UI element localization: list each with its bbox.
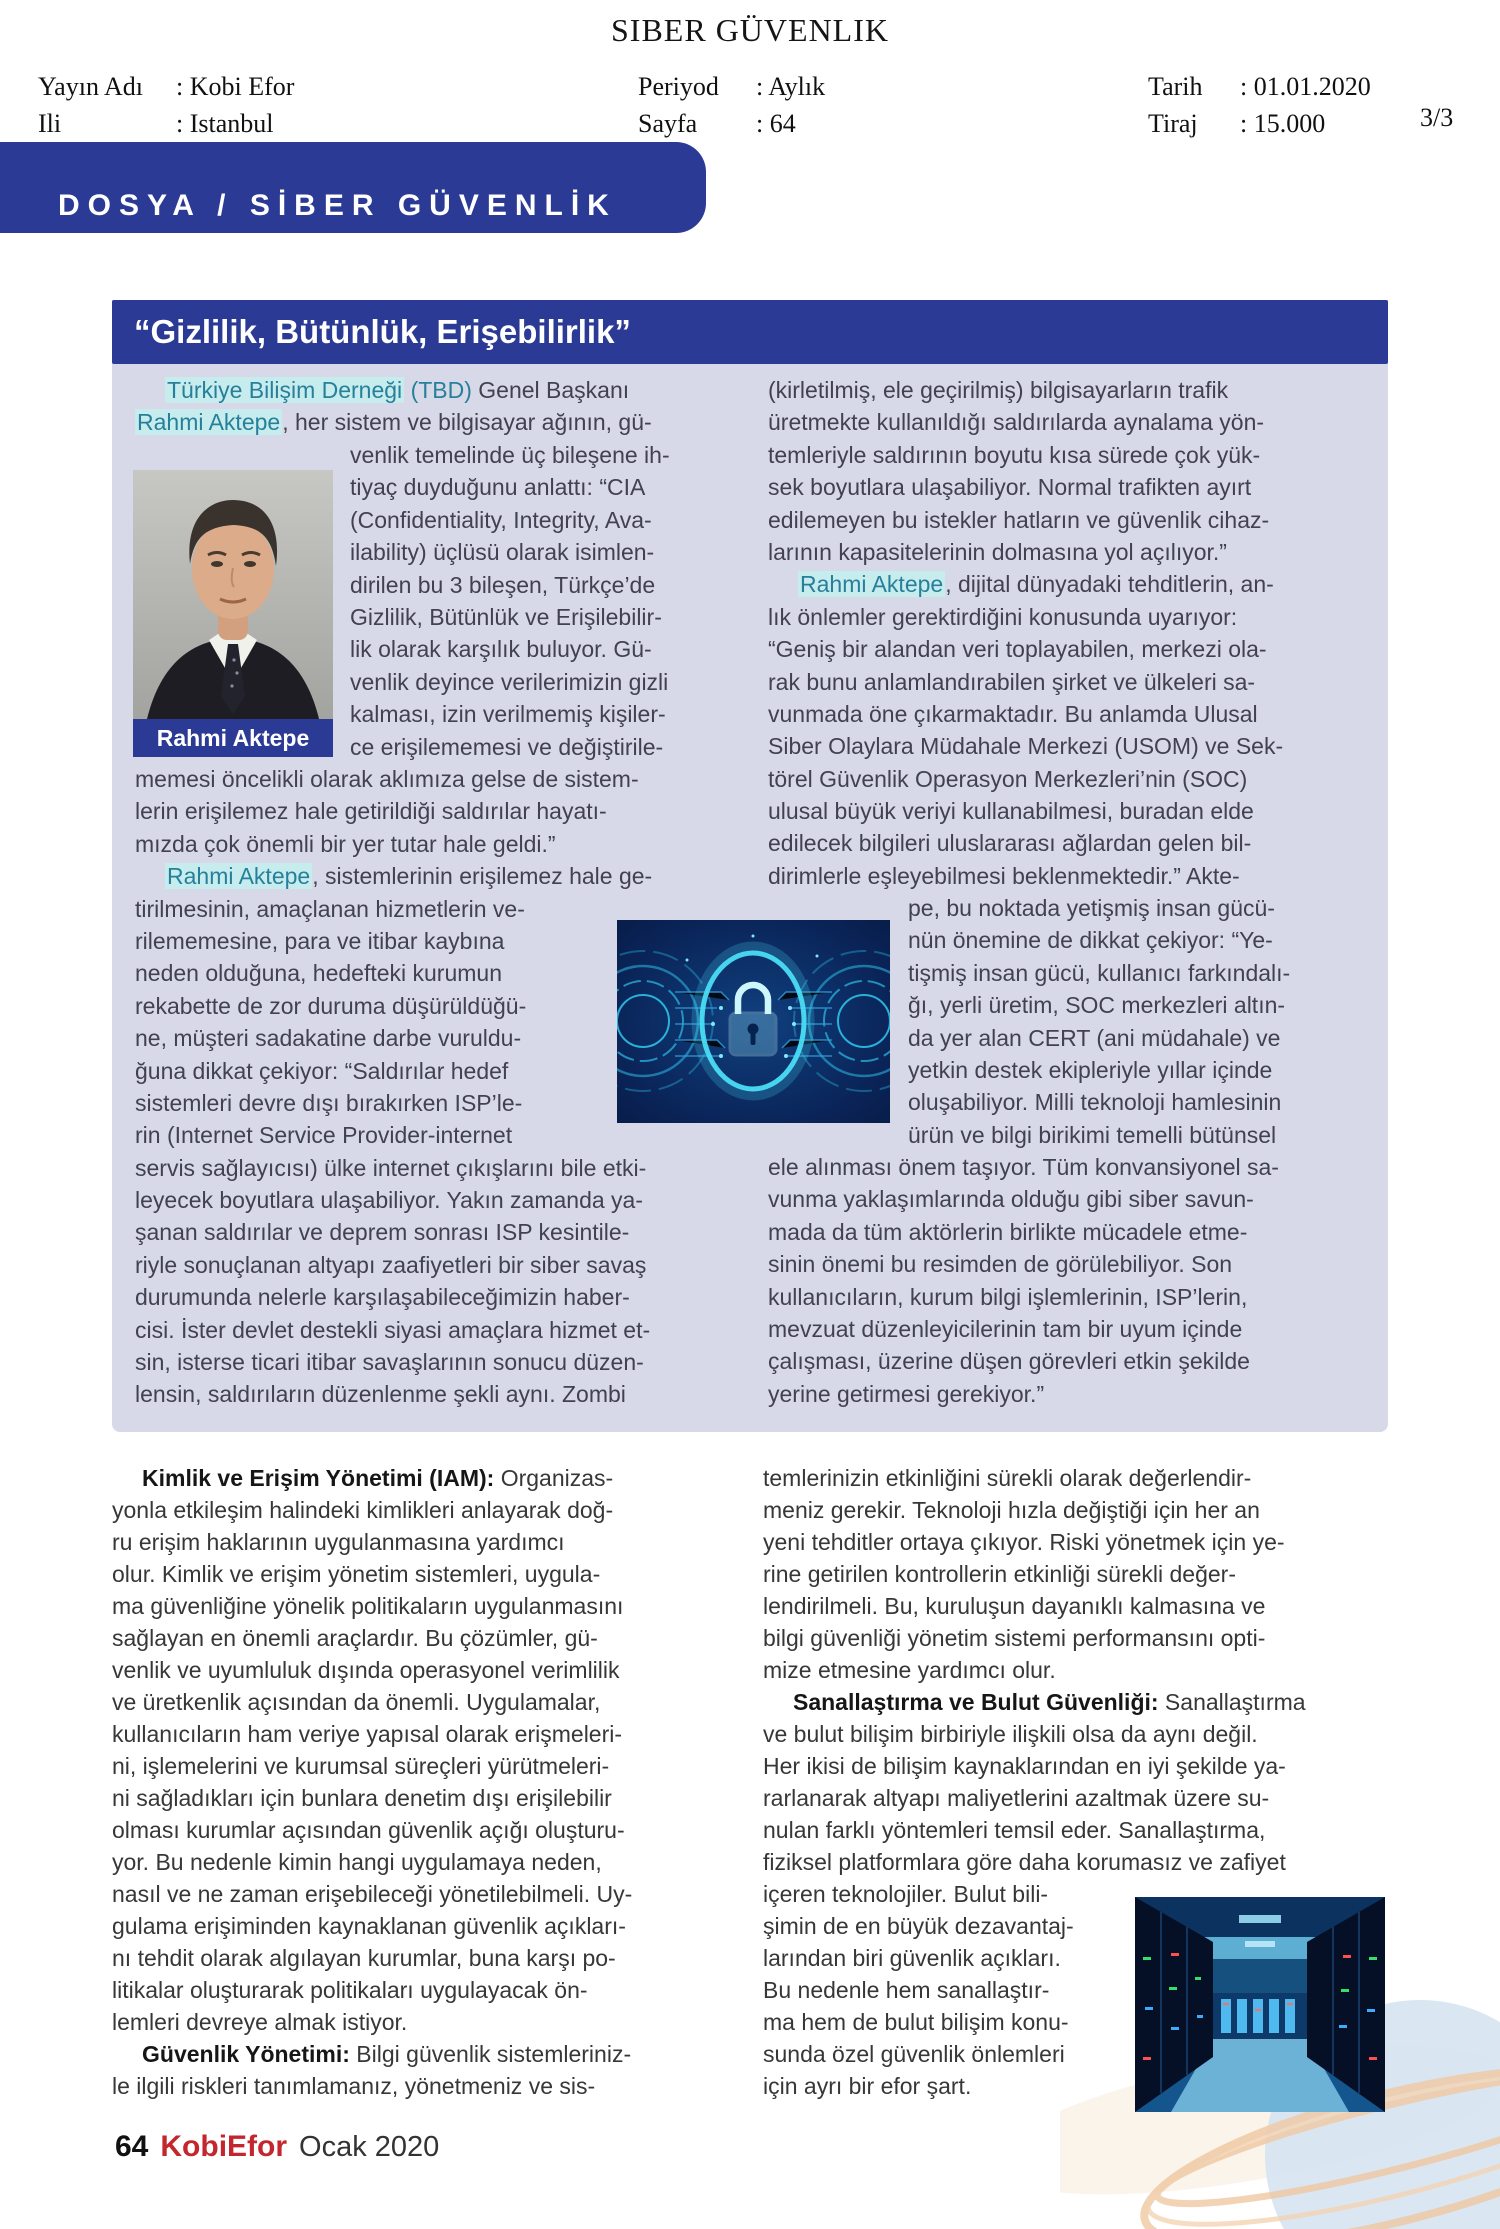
article-left-col-top — [135, 374, 652, 439]
text-line: mada da tüm aktörlerin birlikte mücadele etme- — [768, 1218, 1248, 1245]
text-line: “Geniş bir alandan veri toplayabilen, merkezi ola- — [768, 636, 1267, 663]
portrait-photo — [133, 470, 333, 757]
text-line: Kimlik ve Erişim Yönetimi (IAM): Organizas- — [142, 1465, 614, 1491]
text-line: şimin de en büyük dezavantaj- — [763, 1913, 1074, 1939]
article-right-col-top — [768, 374, 1283, 892]
text-line: Türkiye Bilişim Derneği (TBD) Genel Başkanı — [167, 377, 630, 403]
text-line: le ilgili riskleri tanımlamanız, yönetmeniz ve sis- — [112, 2073, 596, 2099]
text-line: Rahmi Aktepe, dijital dünyadaki tehditlerin, an- — [800, 571, 1274, 598]
text-line: durumunda nelerle karşılaşabileceğimizin haber- — [135, 1284, 630, 1311]
text-line: sağlayan en önemli araçlardır. Bu çözümler, gü- — [112, 1625, 598, 1651]
text-line: nün önemine de dikkat çekiyor: “Ye- — [908, 927, 1273, 954]
text-line: mevzuat düzenleyicilerinin tam bir uyum içinde — [768, 1315, 1243, 1342]
section-banner-label: DOSYA / SİBER GÜVENLİK — [58, 189, 617, 222]
text-line: sek boyutlara ulaşabiliyor. Normal trafikten ayırt — [768, 474, 1252, 501]
text-line: oluşabiliyor. Milli teknoloji hamlesinin — [908, 1089, 1282, 1116]
text-line: yetkin destek ekipleriyle yıllar içinde — [908, 1056, 1273, 1083]
text-line: rarlanarak altyapı maliyetlerini azaltmak üzere su- — [763, 1785, 1270, 1811]
text-line: kullanıcıların ham veriye yapısal olarak erişmeleri- — [112, 1721, 623, 1747]
text-line: vunmada öne çıkarmaktadır. Bu anlamda Ulusal — [768, 700, 1258, 727]
text-line: yonla etkileşim halindeki kimlikleri anlayarak doğ- — [112, 1497, 614, 1523]
text-line: ma hem de bulut bilişim konu- — [763, 2009, 1069, 2035]
text-line: memesi öncelikli olarak aklımıza gelse de sistem- — [135, 766, 639, 792]
meta-date: Tarih : 01.01.2020 — [1148, 72, 1371, 101]
text-line: Gizlilik, Bütünlük ve Erişilebilir- — [350, 603, 662, 630]
text-line: tirilmesinin, amaçlanan hizmetlerin ve- — [135, 895, 525, 922]
article-left-col-bottom — [135, 763, 652, 1411]
text-line: ürün ve bilgi birikimi temelli bütünsel — [908, 1121, 1277, 1148]
photo-caption: Rahmi Aktepe — [133, 719, 333, 757]
article-left-col-beside-photo — [350, 439, 670, 763]
text-line: ulusal büyük veriyi kullanabilmesi, buradan elde — [768, 798, 1254, 825]
text-line: tiyaç duyduğunu anlattı: “CIA — [350, 474, 646, 501]
portrait-illustration — [133, 470, 333, 719]
text-line: ma güvenliğine yönelik politikaların uygulanmasını — [112, 1593, 624, 1619]
text-line: mızda çok önemli bir yer tutar hale geldi.” — [135, 830, 556, 857]
text-line: olması kurumlar açısından güvenlik açığı oluşturu- — [112, 1817, 625, 1843]
text-line: ğı, yerli üretim, SOC merkezleri altın- — [908, 992, 1286, 1019]
text-line: ru erişim haklarının uygulanmasına yardımcı — [112, 1529, 565, 1555]
text-line: rekabette de zor duruma düşürüldüğü- — [135, 992, 527, 1019]
text-line: vunma yaklaşımlarında olduğu gibi siber savun- — [768, 1186, 1254, 1213]
text-line: içeren teknolojiler. Bulut bili- — [763, 1881, 1049, 1907]
meta-publication: Yayın Adı : Kobi Efor — [38, 72, 295, 101]
text-line: larından biri güvenlik açıkları. — [763, 1945, 1061, 1971]
text-line: ele alınması önem taşıyor. Tüm konvansiyonel sa- — [768, 1154, 1279, 1180]
text-line: lerin erişilemez hale getirildiği saldırılar hayatı- — [135, 798, 607, 825]
text-line: ve bulut bilişim birbiriyle ilişkili olsa da aynı değil. — [763, 1721, 1258, 1747]
text-line: temleriyle saldırının boyutu kısa sürede çok yük- — [768, 441, 1261, 468]
text-line: sin, isterse ticari itibar savaşlarının sonucu düzen- — [135, 1349, 644, 1376]
text-line: Rahmi Aktepe, her sistem ve bilgisayar ağının, gü- — [137, 409, 652, 436]
text-line: pe, bu noktada yetişmiş insan gücü- — [908, 895, 1275, 921]
text-line: ne, müşteri sadakatine darbe vuruldu- — [135, 1025, 522, 1052]
text-line: ni, işlemelerini ve kurumsal süreçleri yürütmeleri- — [112, 1753, 610, 1779]
text-line: dirimlerle eşleyebilmesi beklenmektedir.” Akte- — [768, 862, 1240, 889]
text-line: çalışması, üzerine düşen görevleri etkin şekilde — [768, 1348, 1250, 1375]
text-line: yerine getirmesi gerekiyor.” — [768, 1380, 1045, 1407]
text-line: ni sağladıkları için bunlara denetim dışı erişilebilir — [112, 1785, 612, 1811]
text-line: sistemleri devre dışı bırakırken ISP’le- — [135, 1089, 523, 1116]
text-line: yor. Bu nedenle kimin hangi uygulamaya neden, — [112, 1849, 602, 1875]
text-line: gulama erişiminden kaynaklanan güvenlik açıkları- — [112, 1913, 626, 1939]
text-line: mize etmesine yardımcı olur. — [763, 1657, 1056, 1683]
text-line: ce erişilememesi ve değiştirile- — [350, 733, 664, 760]
text-line: sunda özel güvenlik önlemleri — [763, 2041, 1065, 2067]
text-line: riyle sonuçlanan altyapı zaafiyetleri bir siber savaş — [135, 1251, 647, 1278]
meta-page: Sayfa : 64 — [638, 109, 796, 138]
text-line: tişmiş insan gücü, kullanıcı farkındalı- — [908, 959, 1291, 986]
text-line: cisi. İster devlet destekli siyasi amaçlara hizmet et- — [135, 1316, 651, 1343]
text-line: edilemeyen bu istekler hatların ve güvenlik cihaz- — [768, 506, 1270, 533]
section-banner — [0, 142, 706, 233]
text-line: lık önlemler gerektirdiğini konusunda uyarıyor: — [768, 603, 1238, 630]
text-line: Rahmi Aktepe, sistemlerinin erişilemez hale ge- — [167, 863, 653, 890]
text-line: nulan farklı yöntemleri temsil eder. Sanallaştırma, — [763, 1817, 1266, 1843]
text-line: nasıl ve ne zaman erişebileceği yönetilebilmeli. Uy- — [112, 1881, 633, 1907]
text-line: meniz gerekir. Teknoloji hızla değiştiği için her an — [763, 1497, 1260, 1523]
text-line: venlik deyince verilerimizin gizli — [350, 668, 669, 695]
text-line: ilability) üçlüsü olarak isimlen- — [350, 539, 655, 566]
text-line: da yer alan CERT (ani müdahale) ve — [908, 1024, 1281, 1051]
text-line: şanan saldırılar ve deprem sonrası ISP kesintile- — [135, 1219, 630, 1246]
page-title: SIBER GÜVENLIK — [611, 12, 889, 48]
article-headline: “Gizlilik, Bütünlük, Erişebilirlik” — [134, 313, 631, 350]
text-line: leyecek boyutlara ulaşabiliyor. Yakın zamanda ya- — [135, 1187, 643, 1214]
meta-column-right — [1148, 68, 1371, 142]
text-line: lik olarak karşılık buluyor. Gü- — [350, 636, 652, 663]
page-indicator: 3/3 — [1420, 103, 1454, 132]
text-line: rine getirilen kontrollerin etkinliği sürekli değer- — [763, 1561, 1236, 1587]
text-line: litikalar oluşturarak politikaları uygulayacak ön- — [112, 1977, 588, 2003]
footer — [115, 2130, 439, 2164]
text-line: ğuna dikkat çekiyor: “Saldırılar hedef — [135, 1057, 509, 1084]
server-room-image — [1135, 1897, 1385, 2112]
text-line: (Confidentiality, Integrity, Ava- — [350, 506, 652, 533]
text-line: nı tehdit olarak algılayan kurumlar, buna karşı po- — [112, 1945, 616, 1971]
bottom-right-column-beside-image — [763, 1878, 1074, 2102]
text-line: venlik ve uyumluluk dışında operasyonel verimlilik — [112, 1657, 620, 1683]
meta-circulation: Tiraj : 15.000 — [1148, 109, 1326, 138]
text-line: lendirilmeli. Bu, kuruluşun dayanıklı kalmasına ve — [763, 1593, 1266, 1619]
meta-column-center — [638, 68, 825, 142]
text-line: Güvenlik Yönetimi: Bilgi güvenlik sistemleriniz- — [142, 2041, 632, 2067]
meta-period: Periyod : Aylık — [638, 72, 826, 101]
footer-magazine-name: KobiEfor — [160, 2130, 288, 2163]
text-line: temlerinizin etkinliğini sürekli olarak değerlendir- — [763, 1465, 1252, 1491]
article-headline-bar — [112, 300, 1388, 364]
text-line: lensin, saldırıların düzenlenme şekli aynı. Zombi — [135, 1381, 626, 1408]
text-line: dirilen bu 3 bileşen, Türkçe’de — [350, 571, 656, 598]
text-line: rin (Internet Service Provider-internet — [135, 1122, 513, 1149]
text-line: Sanallaştırma ve Bulut Güvenliği: Sanallaştırma — [793, 1689, 1306, 1715]
article-right-col-beside-lock — [908, 892, 1290, 1151]
article-right-col-bottom — [768, 1151, 1279, 1410]
text-line: Bu nedenle hem sanallaştır- — [763, 1977, 1050, 2003]
footer-page-number: 64 — [115, 2130, 149, 2163]
bottom-left-column — [112, 1462, 632, 2102]
text-line: servis sağlayıcısı) ülke internet çıkışlarını bile etki- — [135, 1154, 647, 1181]
text-line: için ayrı bir efor şart. — [763, 2073, 972, 2099]
meta-column-left — [38, 68, 294, 142]
text-line: larının kapasitelerinin dolmasına yol açılıyor.” — [768, 538, 1227, 565]
text-line: rak bunu anlamlandırabilen şirket ve ülkeleri sa- — [768, 668, 1256, 695]
text-line: Siber Olaylara Müdahale Merkezi (USOM) ve Sek- — [768, 733, 1284, 760]
text-line: Her ikisi de bilişim kaynaklarından en iyi şekilde ya- — [763, 1753, 1286, 1779]
meta-city: Ili : Istanbul — [38, 109, 274, 138]
text-line: üretmekte kullanıldığı saldırılarda aynalama yön- — [768, 409, 1265, 436]
text-line: ve üretkenlik açısından da önemli. Uygulamalar, — [112, 1689, 601, 1715]
bottom-right-column-top — [763, 1462, 1306, 1878]
text-line: rilememesine, para ve itibar kaybına — [135, 927, 505, 954]
text-line: yeni tehditler ortaya çıkıyor. Riski yönetmek için ye- — [763, 1529, 1285, 1555]
text-line: fiziksel platformlara göre daha korumasız ve zafiyet — [763, 1849, 1286, 1875]
text-line: kullanıcıların, kurum bilgi işlemlerinin, ISP’lerin, — [768, 1283, 1248, 1310]
text-line: neden olduğuna, hedefteki kurumun — [135, 960, 503, 987]
text-line: lemleri devreye almak istiyor. — [112, 2009, 408, 2035]
text-line: venlik temelinde üç bileşene ih- — [350, 442, 670, 468]
footer-issue-date: Ocak 2020 — [299, 2131, 440, 2163]
text-line: kalması, izin verilmemiş kişiler- — [350, 701, 666, 728]
text-line: bilgi güvenliği yönetim sistemi performansını opti- — [763, 1625, 1266, 1651]
text-line: sinin önemi bu resimden de görülebiliyor. Son — [768, 1251, 1233, 1278]
text-line: olur. Kimlik ve erişim yönetim sistemleri, uygula- — [112, 1561, 601, 1587]
text-line: edilecek bilgileri uluslararası ağlardan gelen bil- — [768, 830, 1252, 857]
text-line: törel Güvenlik Operasyon Merkezleri’nin (SOC) — [768, 765, 1248, 792]
text-line: (kirletilmiş, ele geçirilmiş) bilgisayarların trafik — [768, 377, 1229, 403]
cyber-lock-image — [617, 920, 890, 1123]
